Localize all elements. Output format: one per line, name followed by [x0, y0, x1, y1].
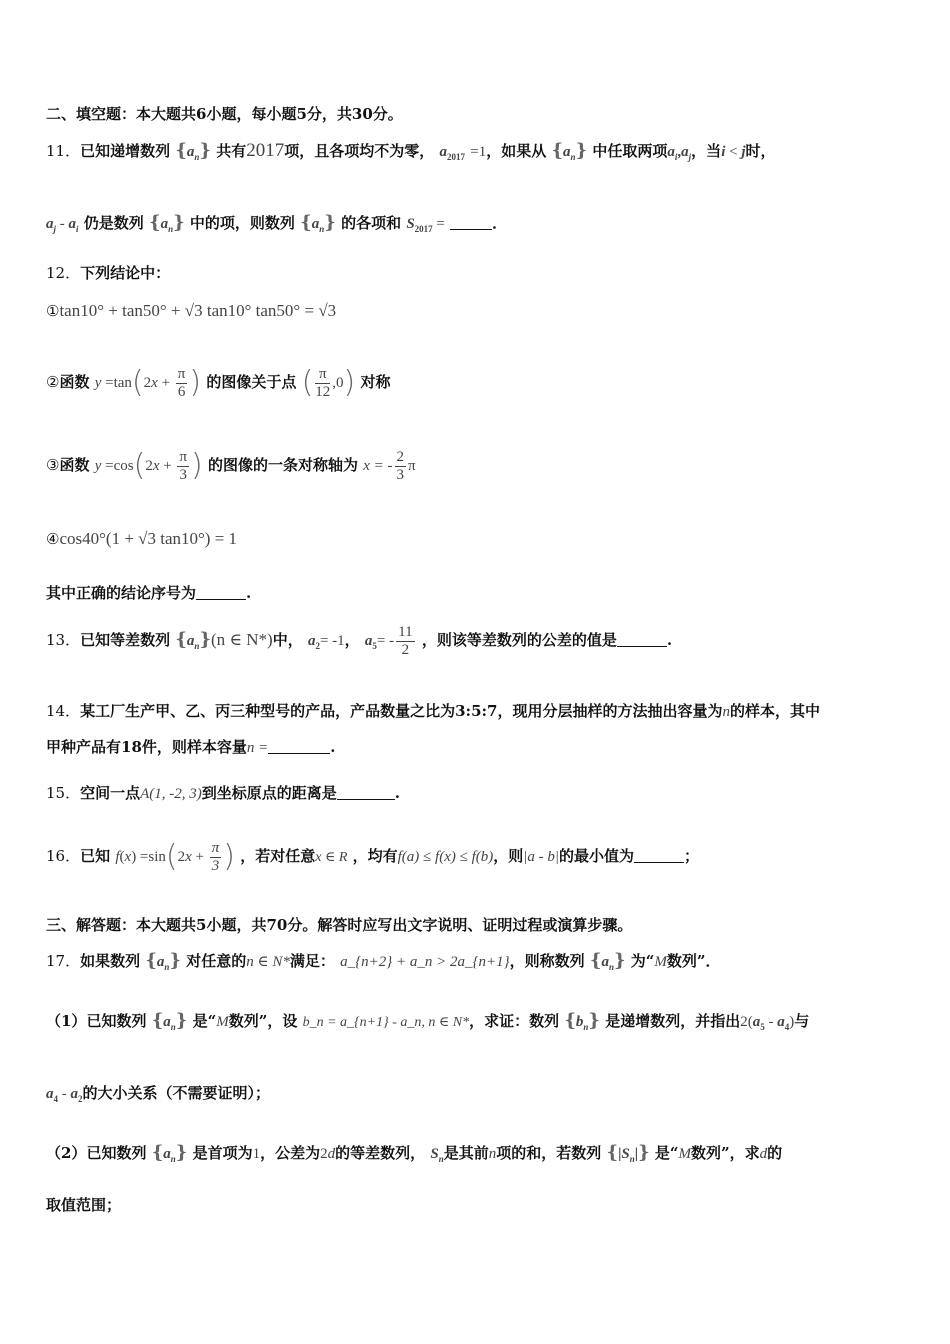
q12-question: 其中正确的结论序号为 .: [46, 584, 252, 602]
q12-answer-blank[interactable]: [196, 585, 246, 600]
q12-statement-4: ④cos40°(1 + √3 tan10°) = 1: [46, 529, 238, 548]
q16-answer-blank[interactable]: [634, 848, 684, 863]
q12-statement-2: ②函数 y =tan(2x + $\frac{\pi}{6}$ ) 的图像关于点 ( $\frac{\pi}{12}$ ,0) 对称: [46, 365, 391, 400]
q15: 15．空间一点A(1, -2, 3)到坐标原点的距离是 .: [46, 784, 401, 802]
q17-line1: 17．如果数列 $\{a_n\}$ 对任意的n ∈ N*满足： a_{n+2} + a_n > 2a_{n+1}，则称数列 $\{a_n\}$ 为“M数列”．: [46, 950, 721, 972]
q17-part2-line1: （2）已知数列 $\{a_n\}$ 是首项为1，公差为2d的等差数列， $S_n$是其前n项的和，若数列 $\{|S_n|\}$ 是“M数列”，求d的: [46, 1142, 783, 1164]
q14-answer-blank[interactable]: [268, 739, 330, 754]
q12-statement-1: ①tan10° + tan50° + √3 tan10° tan50° = √3: [46, 301, 337, 320]
q12-intro: 12．下列结论中：: [46, 264, 171, 282]
q14-line1: 14．某工厂生产甲、乙、丙三种型号的产品，产品数量之比为3:5:7，现用分层抽样的方法抽出容量为n的样本，其中: [46, 702, 821, 720]
q11-line1: 11．已知递增数列 $\{a_n\}$ 共有2017项，且各项均不为零， $a_{2017} =1$，如果从 $\{a_n\}$ 中任取两项$a_i,a_j$，当i < j时，: [46, 140, 776, 162]
section2-heading: 二、填空题：本大题共6小题，每小题5分，共30分。: [46, 105, 403, 123]
q13-answer-blank[interactable]: [617, 632, 667, 647]
section3-heading: 三、解答题：本大题共5小题，共70分。解答时应写出文字说明、证明过程或演算步骤。: [46, 916, 633, 934]
q14-line2: 甲种产品有18件，则样本容量n = .: [46, 738, 336, 756]
q11-line2: $a_j - a_i$ 仍是数列 $\{a_n\}$ 中的项，则数列 $\{a_n\}$ 的各项和 $S_{2017}$ = ．: [46, 212, 508, 234]
q13: 13．已知等差数列 $\{a_n\}(n$ ∈ N*)中， $a_2= -1$， $a_5=$ - $\frac{11}{2}$ ，则该等差数列的公差的值是 .: [46, 623, 673, 658]
q11-answer-blank[interactable]: [450, 215, 492, 230]
q17-part1-line2: $a_4 - a_2$的大小关系（不需要证明）；: [46, 1084, 271, 1104]
q11-number: 11．: [46, 142, 81, 160]
q17-part2-line2: 取值范围；: [46, 1196, 122, 1214]
q15-answer-blank[interactable]: [337, 785, 395, 800]
q17-part1-line1: （1）已知数列 $\{a_n\}$ 是“M数列”，设 b_n = a_{n+1} - a_n, n ∈ N*，求证：数列 $\{b_n\}$ 是递增数列，并指出$2(a_5 - a_4)$与: [46, 1010, 810, 1032]
q16: 16．已知 f(x) =sin(2x + $\frac{\pi}{3}$ ) ，若对任意x ∈ R ，均有f(a) ≤ f(x) ≤ f(b)，则|a - b|的最小值为 ；: [46, 839, 700, 874]
q12-statement-3: ③函数 y =cos(2x + $\frac{\pi}{3}$ ) 的图像的一条对称轴为 x = - $\frac{2}{3}$ π: [46, 448, 416, 483]
